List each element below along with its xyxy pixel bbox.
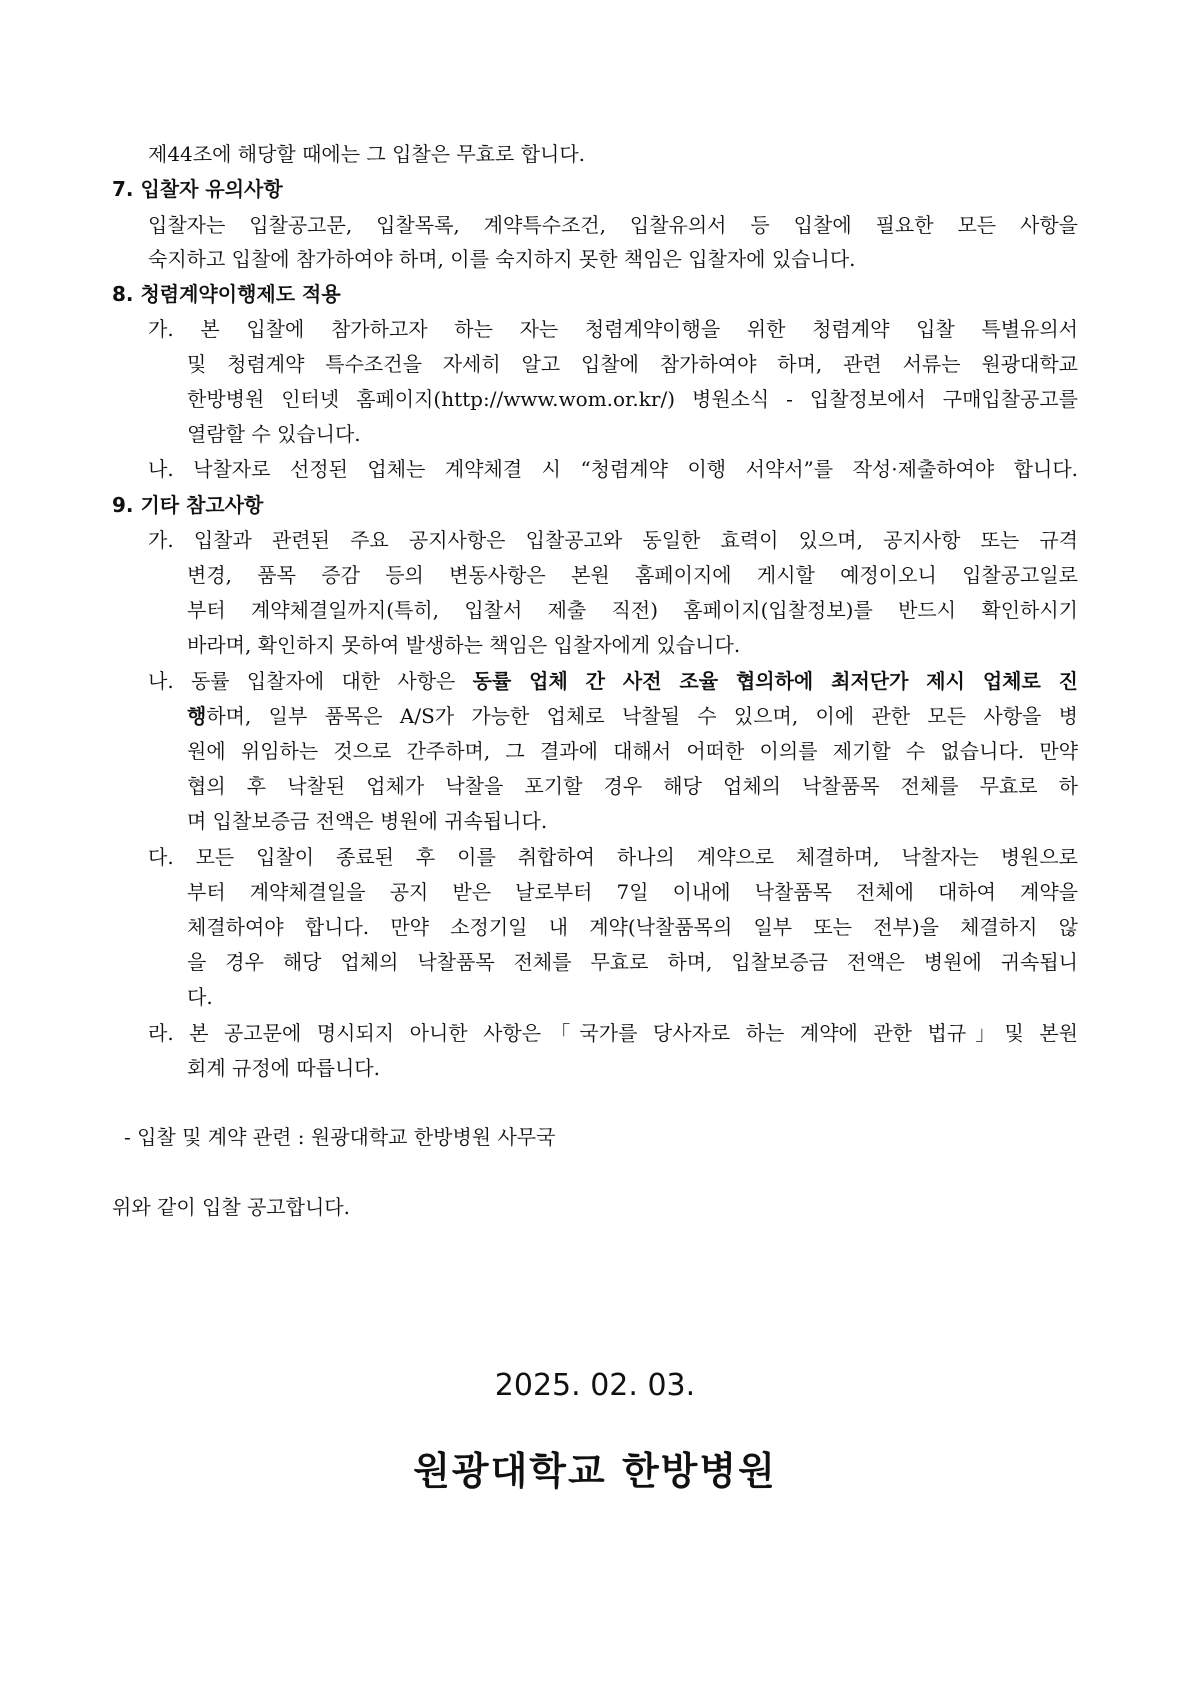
section8-item-na: 나. 낙찰자로 선정된 업체는 계약체결 시 “청렴계약 이행 서약서”를 작성·제출하여야 합니다. — [148, 457, 1078, 481]
section7-line: 숙지하고 입찰에 참가하여야 하며, 이를 숙지하지 못한 책임은 입찰자에 있습니다. — [148, 247, 856, 271]
section9-item-ga-cont: 바라며, 확인하지 못하여 발생하는 책임은 입찰자에게 있습니다. — [187, 633, 741, 657]
section9-item-na-cont: 원에 위임하는 것으로 간주하며, 그 결과에 대해서 어떠한 이의를 제기할 수 없습니다. 만약 — [187, 739, 1078, 763]
closing-statement: 위와 같이 입찰 공고합니다. — [112, 1195, 350, 1219]
section7-line: 입찰자는 입찰공고문, 입찰목록, 계약특수조건, 입찰유의서 등 입찰에 필요한 모든 사항을 — [148, 213, 1078, 237]
section9-item-ga: 가. 입찰과 관련된 주요 공지사항은 입찰공고와 동일한 효력이 있으며, 공지사항 또는 규격 — [148, 528, 1078, 552]
contact-info: - 입찰 및 계약 관련 : 원광대학교 한방병원 사무국 — [124, 1125, 556, 1149]
section9-item-na-cont — [187, 699, 1078, 733]
section8-item-ga-cont: 열람할 수 있습니다. — [187, 422, 361, 446]
section9-item-na-emphasis: 동률 업체 간 사전 조율 협의하에 최저단가 제시 업체로 진 — [472, 669, 1078, 693]
section9-item-na-cont: 협의 후 낙찰된 업체가 낙찰을 포기할 경우 해당 업체의 낙찰품목 전체를 무효로 하 — [187, 774, 1078, 798]
notice-date: 2025. 02. 03. — [494, 1368, 696, 1403]
section9-item-da-cont: 을 경우 해당 업체의 낙찰품목 전체를 무효로 하며, 입찰보증금 전액은 병원에 귀속됩니 — [187, 950, 1078, 974]
section9-item-ga-cont: 변경, 품목 증감 등의 변동사항은 본원 홈페이지에 게시할 예정이오니 입찰공고일로 — [187, 563, 1078, 587]
section9-item-ga-cont: 부터 계약체결일까지(특히, 입찰서 제출 직전) 홈페이지(입찰정보)를 반드시 확인하시기 — [187, 598, 1078, 622]
organization-name: 원광대학교 한방병원 — [413, 1449, 777, 1493]
section9-item-ra-cont: 회계 규정에 따릅니다. — [187, 1056, 380, 1080]
section9-heading: 9. 기타 참고사항 — [112, 493, 264, 517]
section9-item-da-cont: 다. — [187, 985, 213, 1009]
section9-item-da-cont: 체결하여야 합니다. 만약 소정기일 내 계약(낙찰품목의 일부 또는 전부)을 체결하지 않 — [187, 915, 1078, 939]
section8-item-ga: 가. 본 입찰에 참가하고자 하는 자는 청렴계약이행을 위한 청렴계약 입찰 특별유의서 — [148, 317, 1078, 341]
section9-item-ra: 라. 본 공고문에 명시되지 아니한 사항은「국가를 당사자로 하는 계약에 관한 법규」및 본원 — [148, 1021, 1078, 1045]
section9-item-na — [148, 664, 1078, 698]
section9-item-na-cont: 며 입찰보증금 전액은 병원에 귀속됩니다. — [187, 809, 548, 833]
section6-tail: 제44조에 해당할 때에는 그 입찰은 무효로 합니다. — [148, 142, 586, 166]
section9-item-na-text: 하며, 일부 품목은 A/S가 가능한 업체로 낙찰될 수 있으며, 이에 관한 모든 사항을 병 — [206, 704, 1078, 728]
section9-item-da: 다. 모든 입찰이 종료된 후 이를 취합하여 하나의 계약으로 체결하며, 낙찰자는 병원으로 — [148, 845, 1078, 869]
section8-item-ga-cont: 한방병원 인터넷 홈페이지(http://www.wom.or.kr/) 병원소식 - 입찰정보에서 구매입찰공고를 — [187, 387, 1078, 411]
section8-heading: 8. 청렴계약이행제도 적용 — [112, 282, 341, 306]
section8-item-ga-cont: 및 청렴계약 특수조건을 자세히 알고 입찰에 참가하여야 하며, 관련 서류는 원광대학교 — [187, 352, 1078, 376]
section7-heading: 7. 입찰자 유의사항 — [112, 177, 283, 201]
section9-item-na-emphasis: 행 — [187, 704, 207, 728]
section9-item-na-text: 나. 동률 입찰자에 대한 사항은 — [148, 669, 473, 693]
section9-item-da-cont: 부터 계약체결일을 공지 받은 날로부터 7일 이내에 낙찰품목 전체에 대하여 계약을 — [187, 880, 1078, 904]
